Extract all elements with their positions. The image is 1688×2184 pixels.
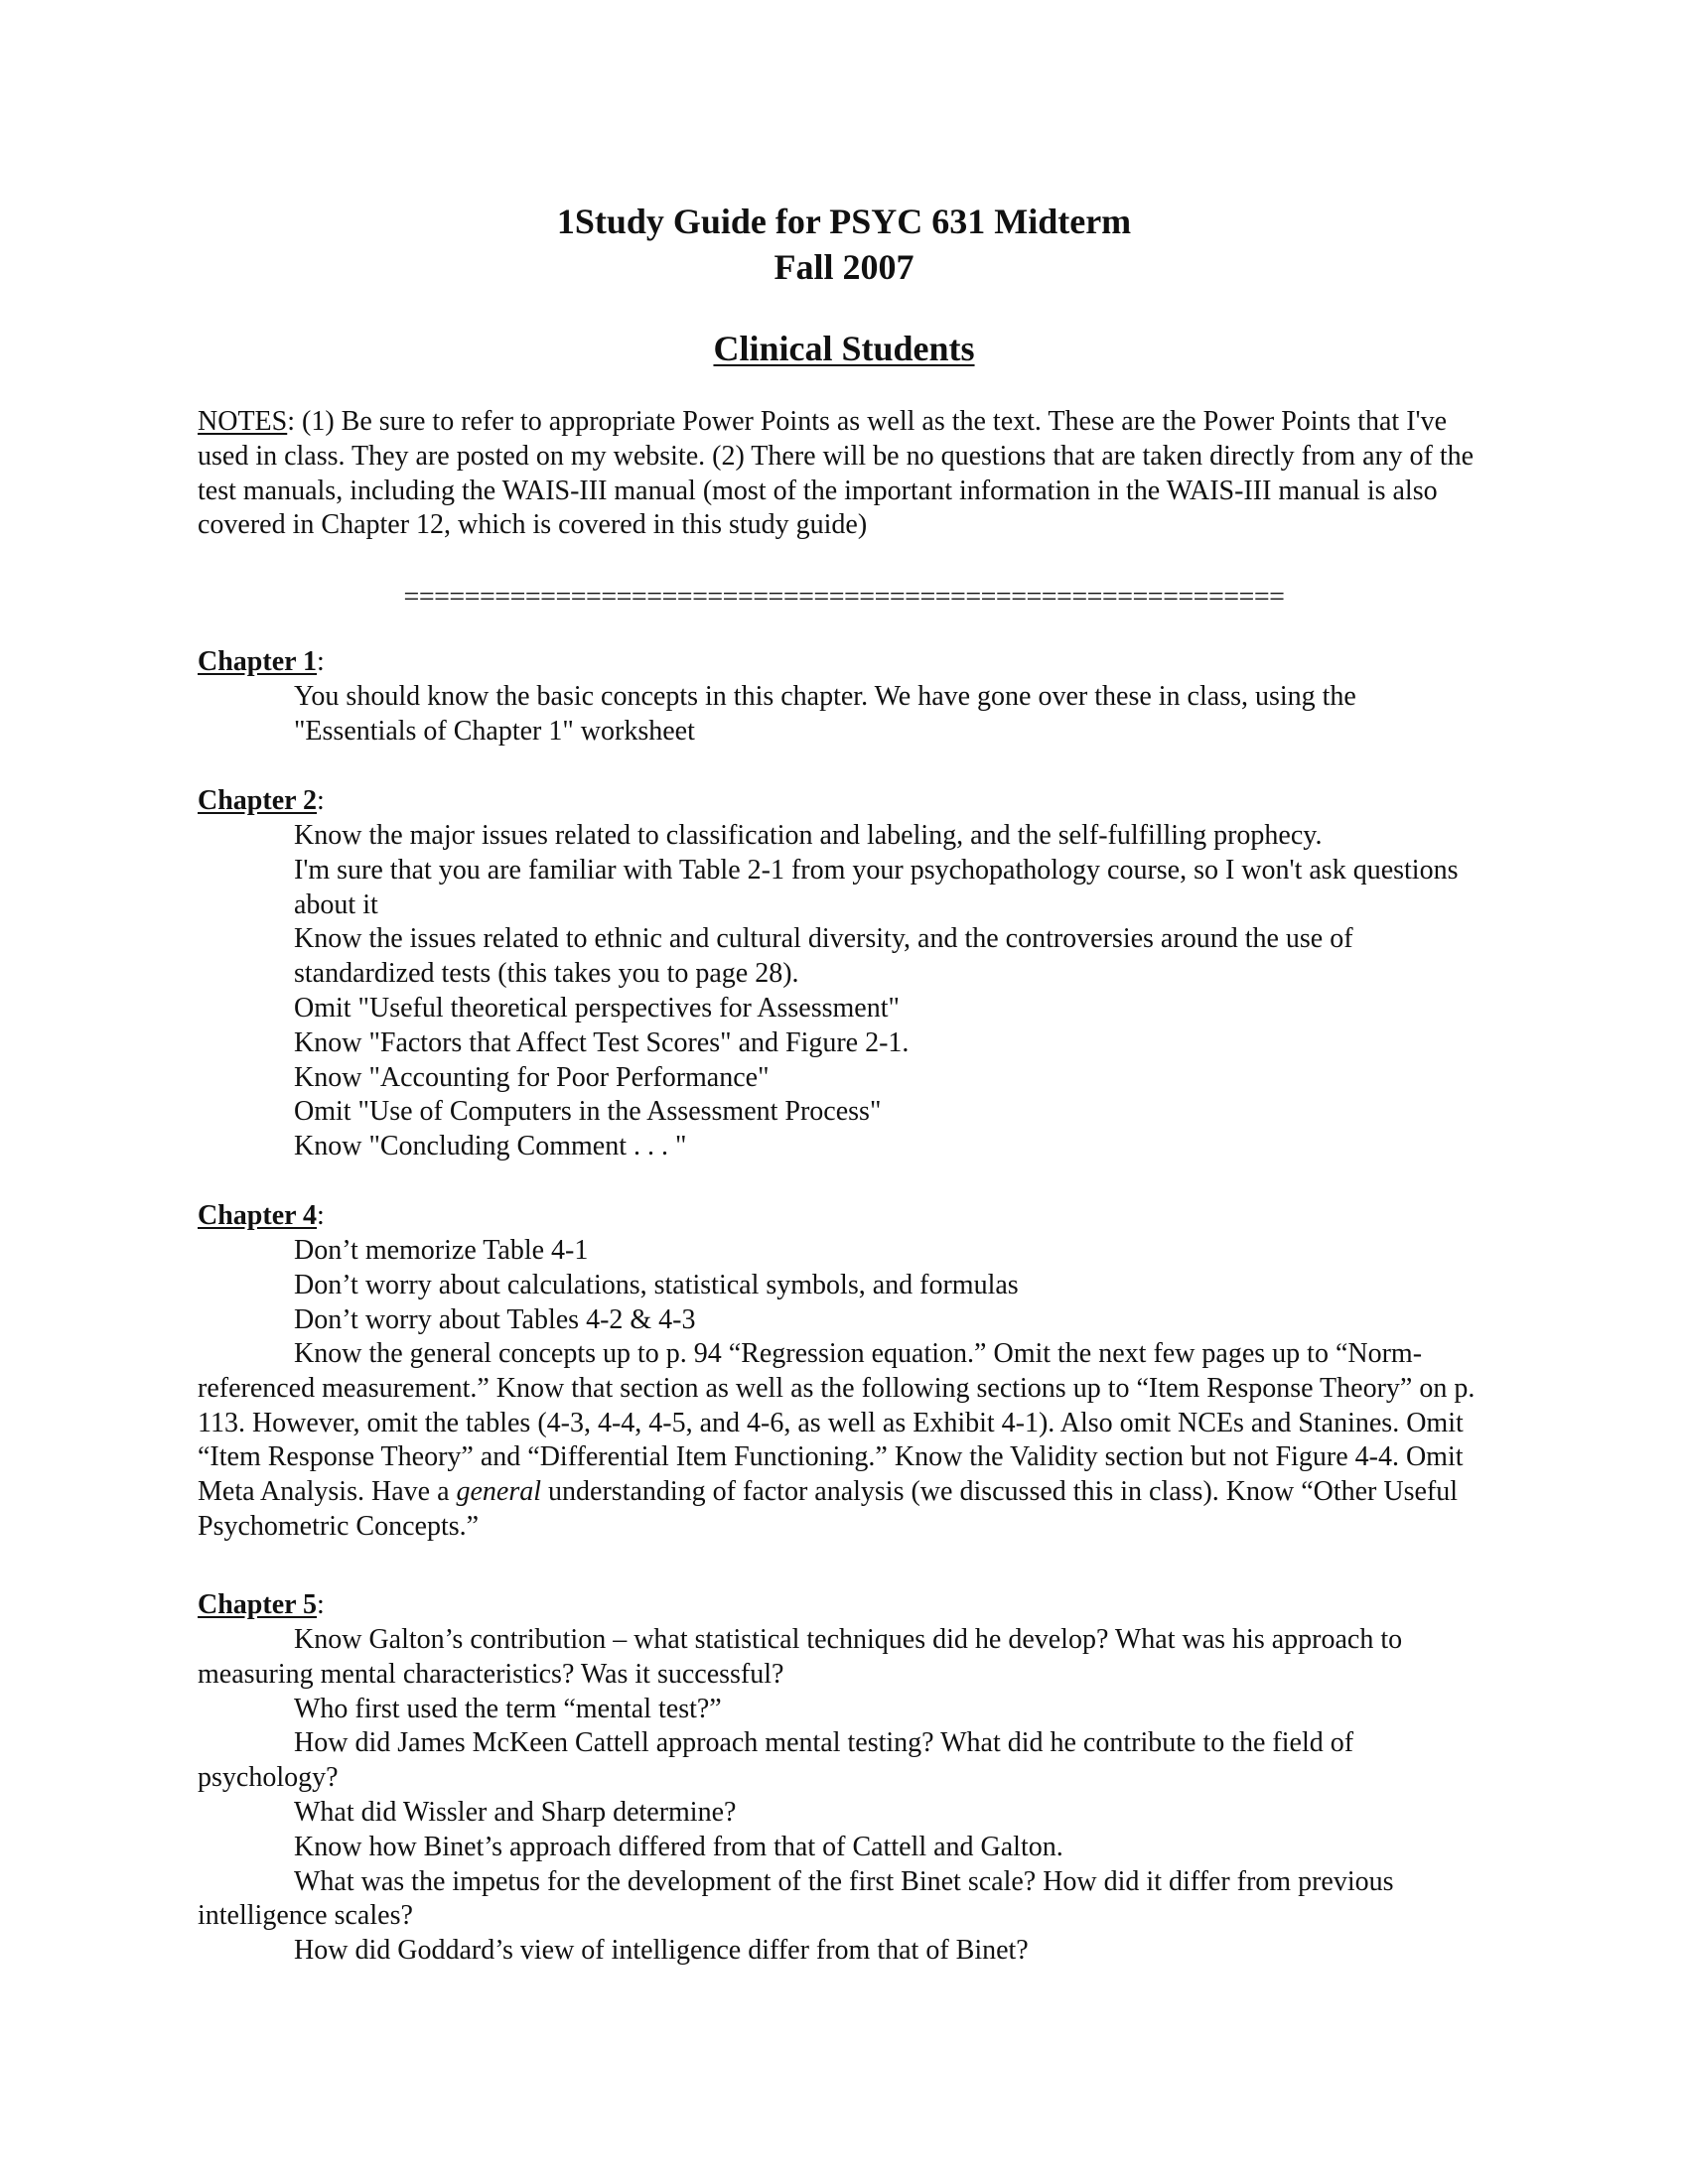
list-item: Who first used the term “mental test?” (294, 1693, 722, 1724)
emphasis-text: general (456, 1476, 542, 1508)
list-item: How did Goddard’s view of intelligence differ from that of Binet? (294, 1935, 1029, 1967)
chapter-1-content (294, 680, 1485, 750)
document-title: 1Study Guide for PSYC 631 Midterm (556, 202, 1132, 241)
list-item: Know the issues related to ethnic and cultural diversity, and the controversies around the use of standardized tests (this takes you to page 28). (294, 923, 1353, 990)
list-item: Know "Concluding Comment . . . " (294, 1131, 687, 1162)
document-term: Fall 2007 (774, 247, 914, 287)
notes-label: NOTES (198, 406, 288, 437)
chapter-4-paragraph (198, 1337, 1493, 1545)
notes-text: : (1) Be sure to refer to appropriate Power Points as well as the text. These are the Power Points that I've used in class. They are posted on my website. (2) There will be no questions that are taken directly from any of the test manuals, including the WAIS-III manual (most of the important information in the WAIS-III manual is also covered in Chapter 12, which is covered in this study guide) (198, 406, 1475, 541)
chapter-5-heading: Chapter 5: (198, 1589, 325, 1620)
separator-line: ========================================================== (403, 582, 1285, 613)
list-item: Omit "Use of Computers in the Assessment Process" (294, 1096, 882, 1128)
document-subtitle (0, 326, 1688, 371)
list-item: Know "Accounting for Poor Performance" (294, 1061, 770, 1093)
list-item: I'm sure that you are familiar with Table 2-1 from your psychopathology course, so I won't ask questions about it (294, 854, 1459, 920)
chapter-1-heading: Chapter 1: (198, 646, 325, 677)
chapter-5-content (198, 1623, 1493, 1969)
list-item: Omit "Useful theoretical perspectives for Assessment" (294, 992, 900, 1024)
paragraph-text-part: understanding of factor analysis (we discussed this in class). Know “Other Useful Psychometric Concepts.” (198, 1476, 1459, 1542)
list-item: You should know the basic concepts in this chapter. We have gone over these in class, using the "Essentials of Chapter 1" worksheet (294, 681, 1356, 747)
list-item: What did Wissler and Sharp determine? (294, 1796, 737, 1828)
chapter-4-heading: Chapter 4: (198, 1200, 325, 1231)
list-item: How did James McKeen Cattell approach mental testing? What did he contribute to the field of psychology? (198, 1727, 1354, 1794)
chapter-heading-label: Chapter 4 (198, 1200, 318, 1231)
list-item: Know "Factors that Affect Test Scores" and Figure 2-1. (294, 1026, 910, 1058)
list-item: Don’t memorize Table 4-1 (294, 1235, 589, 1266)
list-item: Know the major issues related to classification and labeling, and the self-fulfilling prophecy. (294, 820, 1323, 851)
chapter-2-heading: Chapter 2: (198, 785, 325, 816)
list-item: Know how Binet’s approach differed from that of Cattell and Galton. (294, 1831, 1063, 1862)
chapter-heading-label: Chapter 1 (198, 646, 318, 677)
paragraph-text (198, 1337, 1493, 1545)
chapter-heading-label: Chapter 5 (198, 1589, 318, 1620)
list-item: Don’t worry about Tables 4-2 & 4-3 (294, 1303, 696, 1335)
notes-paragraph (198, 405, 1488, 543)
list-item: Know Galton’s contribution – what statistical techniques did he develop? What was his approach to measuring mental characteristics? Was it successful? (198, 1624, 1403, 1690)
subtitle-text: Clinical Students (713, 329, 975, 368)
list-item: Don’t worry about calculations, statistical symbols, and formulas (294, 1269, 1019, 1300)
chapter-2-content (294, 819, 1485, 1164)
paragraph-text-part: Know the general concepts up to p. 94 “Regression equation.” Omit the next few pages up to “Norm-referenced measurement.” Know that section as well as the following sections up to “Item Response Theory” on p. 113. However, omit the tables (4-3, 4-4, 4-5, and 4-6, as well as Exhibit 4-1). Also omit NCEs and Stanines. Omit “Item Response Theory” and “Differential Item Functioning.” Know the Validity section but not Figure 4-4. Omit Meta Analysis. Have a (198, 1338, 1476, 1508)
chapter-heading-label: Chapter 2 (198, 785, 318, 816)
chapter-4-content (294, 1234, 1485, 1337)
list-item: What was the impetus for the development of the first Binet scale? How did it differ from previous intelligence scales? (198, 1865, 1394, 1932)
